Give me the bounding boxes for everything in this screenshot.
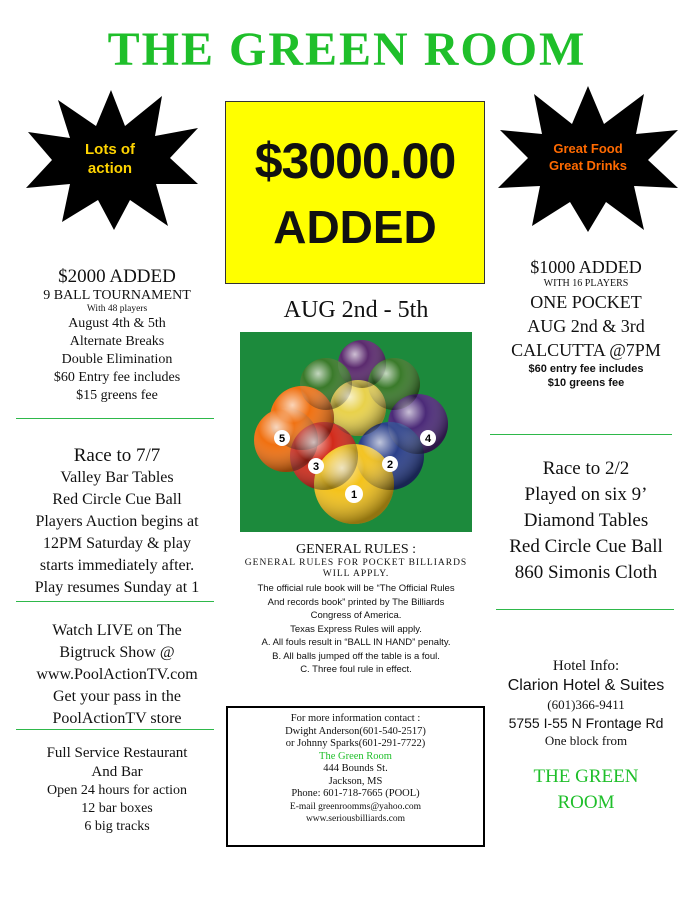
left-starburst xyxy=(22,88,200,232)
right-race-title: Race to 2/2 xyxy=(542,458,630,479)
left-dates: August 4th & 5th xyxy=(68,316,166,331)
ball-number-3: 3 xyxy=(312,461,320,473)
left-players: With 48 players xyxy=(86,304,148,314)
left-race-line: Players Auction begins at xyxy=(35,513,199,530)
left-race-line: Play resumes Sunday at 1 xyxy=(34,579,200,596)
left-burst-line1: Lots of xyxy=(85,141,135,158)
pool-balls-illustration xyxy=(240,332,472,532)
right-race-line: Diamond Tables xyxy=(523,510,649,531)
left-race-line: 12PM Saturday & play xyxy=(43,535,191,552)
left-burst-line2: action xyxy=(87,160,133,177)
right-event: ONE POCKET xyxy=(530,292,642,312)
right-headline: $1000 ADDED xyxy=(530,257,642,277)
food-line: Full Service Restaurant xyxy=(46,745,188,761)
food-line: 6 big tracks xyxy=(84,819,150,834)
contact-venue: The Green Room xyxy=(319,750,392,762)
divider xyxy=(16,729,214,730)
contact-line: Dwight Anderson(601-540-2517) xyxy=(285,725,426,737)
hotel-info xyxy=(480,656,692,816)
hotel-phone: (601)366-9411 xyxy=(547,697,625,712)
divider xyxy=(496,609,674,610)
contact-website: www.seriousbilliards.com xyxy=(305,814,406,824)
left-tournament xyxy=(14,266,220,405)
right-players: WITH 16 PLAYERS xyxy=(543,278,629,289)
hotel-address: 5755 I-55 N Frontage Rd xyxy=(508,715,664,731)
right-calcutta: CALCUTTA @7PM xyxy=(511,340,661,360)
left-race-line: Red Circle Cue Ball xyxy=(52,491,182,508)
right-fee: $60 entry fee includes xyxy=(528,363,644,375)
live-line: Watch LIVE on The xyxy=(52,622,182,639)
left-event: 9 BALL TOURNAMENT xyxy=(43,288,191,303)
rules-line: And records book” printed by The Billiards xyxy=(267,596,445,608)
right-race xyxy=(480,456,692,586)
live-line: www.PoolActionTV.com xyxy=(36,666,198,683)
left-race-line: starts immediately after. xyxy=(39,557,195,574)
live-line: PoolActionTV store xyxy=(52,710,182,727)
left-greens: $15 greens fee xyxy=(76,388,158,403)
hotel-venue-line2: ROOM xyxy=(557,792,615,813)
ball-number-5: 5 xyxy=(278,433,286,445)
food-line: 12 bar boxes xyxy=(81,801,153,816)
food-line: Open 24 hours for action xyxy=(47,783,187,798)
right-starburst xyxy=(496,84,680,234)
right-greens: $10 greens fee xyxy=(547,377,625,389)
divider xyxy=(16,418,214,419)
hotel-venue-line1: THE GREEN xyxy=(533,766,639,787)
divider xyxy=(490,434,672,435)
rules-line: The official rule book will be “The Official Rules xyxy=(257,583,455,594)
left-race xyxy=(14,444,220,599)
right-race-line: Red Circle Cue Ball xyxy=(509,536,663,557)
left-race-title: Race to 7/7 xyxy=(73,445,161,466)
page-title: THE GREEN ROOM xyxy=(107,23,587,76)
added-amount: $3000.00 xyxy=(254,133,456,189)
ball-number-4: 4 xyxy=(424,433,432,445)
rules-heading: GENERAL RULES : xyxy=(295,542,417,557)
right-burst-line2: Great Drinks xyxy=(548,158,628,173)
left-race-line: Valley Bar Tables xyxy=(60,469,174,486)
live-line: Get your pass in the xyxy=(53,688,181,705)
rules-sub1: GENERAL RULES FOR POCKET BILLIARDS xyxy=(244,558,468,568)
general-rules xyxy=(226,542,486,677)
contact-line: Jackson, MS xyxy=(328,775,383,787)
left-format: Double Elimination xyxy=(61,352,173,367)
contact-email: E-mail greenroomms@yahoo.com xyxy=(289,801,422,812)
rules-line: Congress of America. xyxy=(310,610,402,621)
contact-line: Phone: 601-718-7665 (POOL) xyxy=(291,788,420,799)
hotel-label: Hotel Info: xyxy=(552,658,620,674)
left-headline: $2000 ADDED xyxy=(58,266,176,287)
divider xyxy=(16,601,214,602)
right-race-line: 860 Simonis Cloth xyxy=(514,562,658,583)
left-food xyxy=(14,744,220,836)
left-live xyxy=(14,620,220,730)
contact-line: For more information contact : xyxy=(290,713,421,724)
rules-line: Texas Express Rules will apply. xyxy=(290,623,422,635)
right-dates: AUG 2nd & 3rd xyxy=(527,316,645,336)
contact-line: or Johnny Sparks(601-291-7722) xyxy=(285,738,426,749)
contact-line: 444 Bounds St. xyxy=(323,763,388,774)
live-line: Bigtruck Show @ xyxy=(59,644,175,661)
rules-sub2: WILL APPLY. xyxy=(322,569,390,579)
ball-number-1: 1 xyxy=(350,489,358,501)
rules-line: A. All fouls result in “BALL IN HAND” penalty. xyxy=(261,637,451,648)
pool-balls-image xyxy=(240,332,472,532)
hotel-near: One block from xyxy=(544,733,628,748)
right-burst-line1: Great Food xyxy=(553,141,623,156)
left-breaks: Alternate Breaks xyxy=(69,334,165,349)
ball-number-2: 2 xyxy=(386,459,394,471)
added-label: ADDED xyxy=(273,201,437,253)
contact-box xyxy=(226,706,485,847)
right-race-line: Played on six 9’ xyxy=(524,484,648,505)
food-line: And Bar xyxy=(91,764,143,780)
left-fee: $60 Entry fee includes xyxy=(53,370,181,385)
event-dates: AUG 2nd - 5th xyxy=(283,297,429,323)
rules-line: B. All balls jumped off the table is a foul. xyxy=(272,650,440,662)
rules-line: C. Three foul rule in effect. xyxy=(300,664,412,675)
right-tournament xyxy=(480,256,692,390)
added-box xyxy=(225,101,485,284)
hotel-name: Clarion Hotel & Suites xyxy=(507,677,665,694)
